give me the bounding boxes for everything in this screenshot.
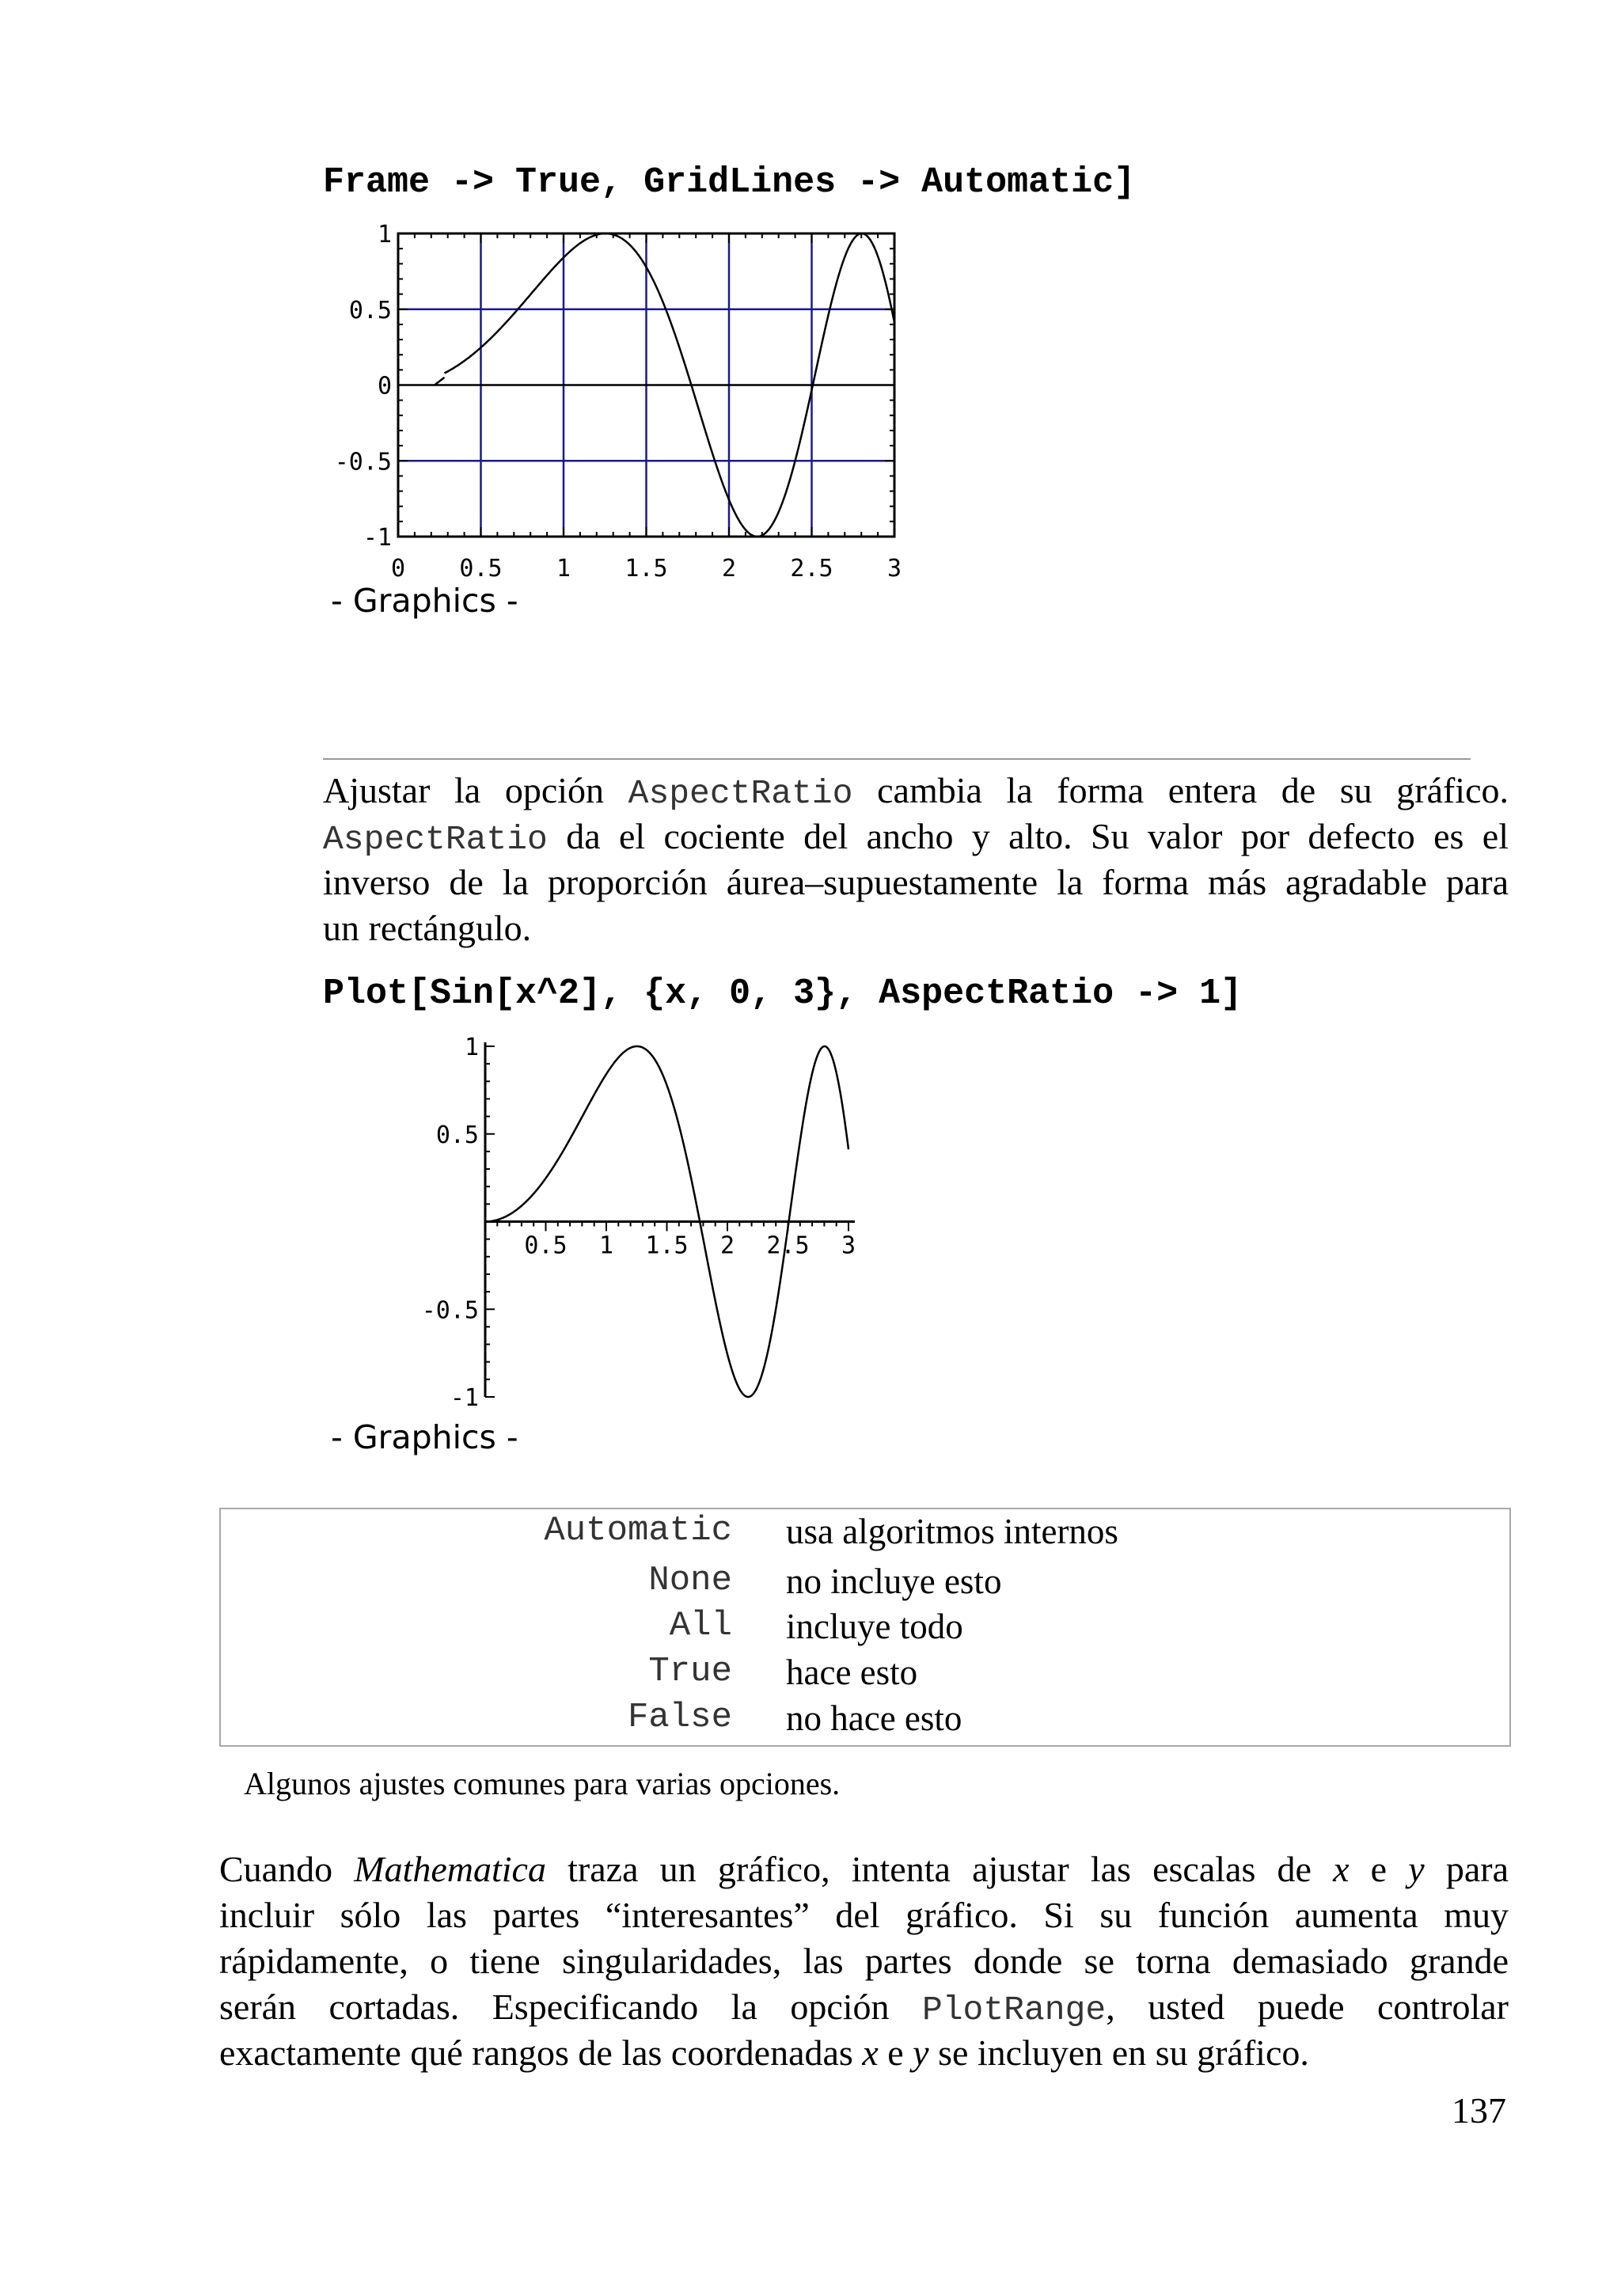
paragraph-line: [219, 2030, 1509, 2076]
option-value: All: [669, 1606, 732, 1645]
x-tick-label: 1: [556, 555, 571, 583]
code-line-frame-gridlines: Frame -> True, GridLines -> Automatic]: [323, 162, 1136, 203]
x-tick-label: 3: [886, 555, 902, 583]
x-tick-label: 3: [841, 1231, 856, 1260]
option-description: no incluye esto: [786, 1562, 1002, 1601]
table-caption: Algunos ajustes comunes para varias opciones.: [244, 1766, 841, 1801]
text-run: para: [1424, 1849, 1509, 1889]
x-tick-label: 2: [721, 555, 737, 583]
paragraph-line: [323, 860, 1509, 905]
x-tick-label: 2.5: [766, 1231, 810, 1260]
x-tick-label: 0.5: [524, 1231, 568, 1260]
text-run: da el cociente del ancho y alto. Su valor por defecto es el: [547, 816, 1509, 856]
x-tick-label: 2.5: [790, 555, 833, 583]
text-run: serán cortadas. Especificando la opción: [219, 1987, 922, 2027]
y-tick-label: 0: [377, 372, 392, 400]
framed-plot-with-gridlines: [321, 218, 922, 590]
text-run: exactamente qué rangos de las coordenadas: [219, 2032, 863, 2073]
x-tick-label: 0.5: [459, 555, 503, 583]
paragraph-line: [219, 1938, 1509, 1984]
text-run: traza un gráfico, intenta ajustar las escalas de: [545, 1849, 1334, 1889]
italic-text: Mathematica: [354, 1849, 546, 1889]
text-run: Ajustar la opción: [323, 770, 628, 810]
option-value: Automatic: [544, 1511, 732, 1550]
table-row: [221, 1606, 1509, 1652]
text-run: un rectángulo.: [323, 908, 532, 948]
text-run: e: [1349, 1849, 1409, 1889]
x-tick-label: 1: [598, 1231, 614, 1260]
text-run: incluir sólo las partes “interesantes” del gráfico. Si su función aumenta muy: [219, 1895, 1509, 1935]
option-description: usa algoritmos internos: [786, 1512, 1118, 1551]
italic-text: y: [913, 2032, 929, 2073]
x-tick-label: 1.5: [645, 1231, 689, 1260]
italic-text: x: [862, 2032, 879, 2073]
table-row: [221, 1561, 1509, 1607]
x-tick-label: 0: [390, 555, 406, 583]
inline-code: AspectRatio: [323, 820, 548, 859]
inline-code: AspectRatio: [628, 774, 853, 813]
curve-start-segment: [435, 378, 445, 385]
option-description: hace esto: [786, 1653, 918, 1692]
text-run: , usted puede controlar: [1106, 1987, 1509, 2027]
inline-code: PlotRange: [921, 1990, 1107, 2029]
paragraph-line: [219, 1846, 1509, 1892]
y-tick-label: -0.5: [421, 1296, 479, 1325]
table-row: [221, 1511, 1509, 1557]
section-divider: [323, 758, 1471, 760]
italic-text: x: [1333, 1849, 1350, 1889]
text-run: Cuando: [219, 1849, 355, 1889]
paragraph-plot-range: [219, 1846, 1509, 2076]
italic-text: y: [1408, 1849, 1425, 1889]
aspect-ratio-plot: [396, 1029, 871, 1417]
y-tick-label: -1: [450, 1384, 479, 1412]
y-tick-label: -0.5: [334, 448, 392, 476]
option-value: False: [627, 1698, 732, 1737]
table-row: [221, 1698, 1509, 1744]
y-tick-label: 1: [377, 221, 392, 249]
paragraph-line: [219, 1984, 1509, 2030]
page-number: 137: [1452, 2090, 1506, 2131]
x-tick-label: 2: [719, 1231, 735, 1260]
paragraph-line: [323, 768, 1509, 814]
option-value: True: [648, 1652, 732, 1691]
y-tick-label: 0.5: [348, 296, 392, 324]
y-tick-label: 0.5: [435, 1121, 479, 1149]
paragraph-aspect-ratio: [323, 768, 1509, 951]
paragraph-line: [219, 1892, 1509, 1938]
paragraph-line: [323, 814, 1509, 860]
y-tick-label: 1: [464, 1034, 479, 1061]
text-run: se incluyen en su gráfico.: [928, 2032, 1309, 2073]
options-table: [219, 1508, 1511, 1747]
x-tick-label: 1.5: [624, 555, 668, 583]
text-run: cambia la forma entera de su gráfico.: [852, 770, 1509, 810]
y-tick-label: -1: [363, 524, 392, 552]
table-row: [221, 1652, 1509, 1698]
code-line-plot-aspect-ratio: Plot[Sin[x^2], {x, 0, 3}, AspectRatio -> 1]: [323, 973, 1243, 1014]
graphics-output-label-1: - Graphics -: [331, 582, 518, 620]
paragraph-line: [323, 905, 1509, 951]
text-run: inverso de la proporción áurea–supuestamente la forma más agradable para: [323, 862, 1509, 902]
text-run: rápidamente, o tiene singularidades, las partes donde se torna demasiado grande: [219, 1941, 1509, 1981]
graphics-output-label-2: - Graphics -: [331, 1418, 518, 1456]
text-run: e: [878, 2032, 913, 2073]
option-description: incluye todo: [786, 1607, 963, 1646]
option-description: no hace esto: [786, 1698, 962, 1738]
option-value: None: [648, 1561, 732, 1600]
